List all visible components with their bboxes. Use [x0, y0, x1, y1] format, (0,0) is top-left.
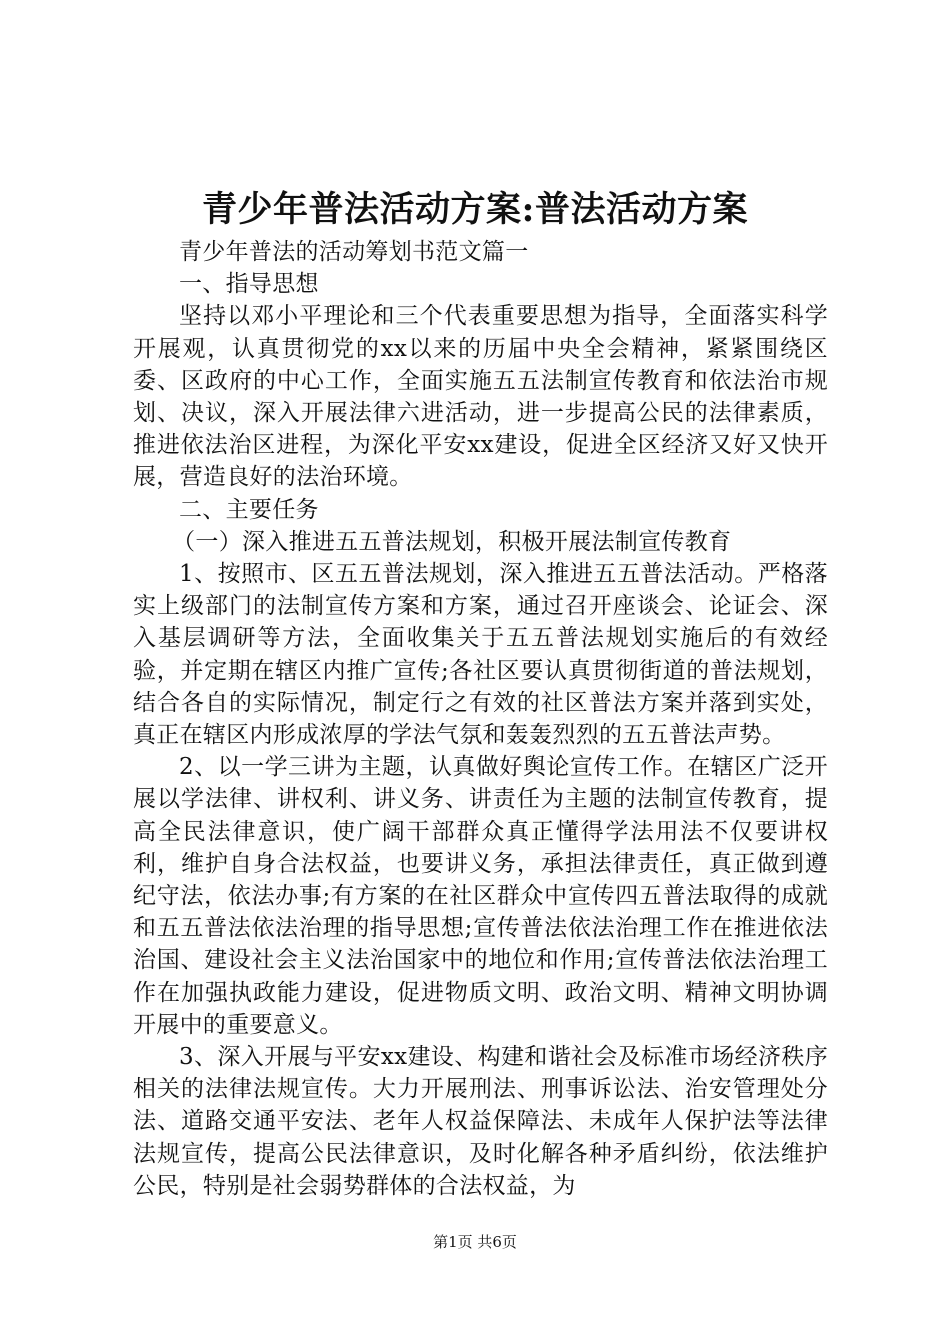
- body-paragraph: 坚持以邓小平理论和三个代表重要思想为指导，全面落实科学开展观，认真贯彻党的xx以来的历届中央全会精神，紧紧围绕区委、区政府的中心工作，全面实施五五法制宣传教育和依法治市规划、决议，深入开展法律六进活动，进一步提高公民的法律素质，推进依法治区进程，为深化平安xx建设，促进全区经济又好又快开展，营造良好的法治环境。: [133, 303, 828, 491]
- body-paragraph: 3、深入开展与平安xx建设、构建和谐社会及标准市场经济秩序相关的法律法规宣传。大力开展刑法、刑事诉讼法、治安管理处分法、道路交通平安法、老年人权益保障法、未成年人保护法等法律法规宣传，提高公民法律意识，及时化解各种矛盾纠纷，依法维护公民，特别是社会弱势群体的合法权益，为: [133, 1044, 828, 1199]
- subtitle-paragraph: 青少年普法的活动筹划书范文篇一: [179, 239, 529, 265]
- document-title: 青少年普法活动方案:普法活动方案: [202, 189, 748, 230]
- body-paragraph: 2、以一学三讲为主题，认真做好舆论宣传工作。在辖区广泛开展以学法律、讲权利、讲义务、讲责任为主题的法制宣传教育，提高全民法律意识，使广阔干部群众真正懂得学法用法不仅要讲权利，维护自身合法权益，也要讲义务，承担法律责任，真正做到遵纪守法，依法办事;有方案的在社区群众中宣传四五普法取得的成就和五五普法依法治理的指导思想;宣传普法依法治理工作在推进依法治国、建设社会主义法治国家中的地位和作用;宣传普法依法治理工作在加强执政能力建设，促进物质文明、政治文明、精神文明协调开展中的重要意义。: [133, 754, 828, 1038]
- page-number-footer: 第1页 共6页: [433, 1233, 517, 1251]
- body-paragraph: 1、按照市、区五五普法规划，深入推进五五普法活动。严格落实上级部门的法制宣传方案和方案，通过召开座谈会、论证会、深入基层调研等方法，全面收集关于五五普法规划实施后的有效经验，并定期在辖区内推广宣传;各社区要认真贯彻街道的普法规划，结合各自的实际情况，制定行之有效的社区普法方案并落到实处，真正在辖区内形成浓厚的学法气氛和轰轰烈烈的五五普法声势。: [133, 561, 828, 749]
- section-heading-main-tasks: 二、主要任务: [179, 496, 319, 523]
- document-body: [133, 236, 828, 1202]
- section-heading-guiding-thought: 一、指导思想: [179, 271, 319, 298]
- subsection-heading: （一）深入推进五五普法规划，积极开展法制宣传教育: [172, 528, 732, 555]
